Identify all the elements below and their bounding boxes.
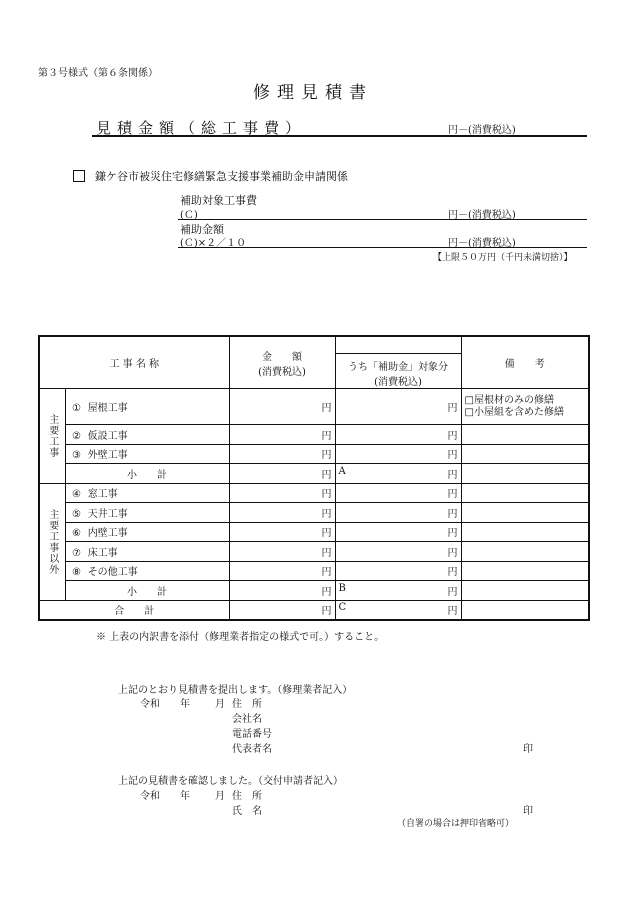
work-row-8-remarks[interactable] — [461, 561, 589, 581]
applicant-name-label: 氏 名 — [232, 806, 262, 817]
remarks-roof-options[interactable]: □屋根材のみの修繕 □小屋組を含めた修繕 — [461, 389, 589, 425]
applicant-era: 令和 — [140, 791, 160, 802]
contractor-address-label: 住 所 — [232, 699, 262, 710]
header-amount: 金 額 (消費税込) — [229, 336, 335, 389]
contractor-era: 令和 — [140, 699, 160, 710]
attachment-note: ※ 上表の内訳書を添付（修理業者指定の様式で可。）すること。 — [96, 632, 385, 643]
work-row-8-amount[interactable]: 円 — [229, 561, 335, 581]
work-row-2-subsidy[interactable]: 円 — [335, 425, 461, 445]
work-row-4-subsidy[interactable]: 円 — [335, 483, 461, 503]
work-row-6-name: ⑥ 内壁工事 — [65, 522, 229, 542]
header-remarks: 備 考 — [461, 336, 589, 389]
estimate-underline — [92, 135, 587, 137]
target-cost-underline — [178, 219, 587, 220]
subtotal-2-amount[interactable]: 円 — [229, 581, 335, 601]
work-row-5-subsidy[interactable]: 円 — [335, 503, 461, 523]
work-row-7-name: ⑦ 床工事 — [65, 542, 229, 562]
target-cost-code: (Ｃ) — [180, 210, 198, 221]
group-main-works-label: 主要工事 — [39, 389, 65, 484]
applicant-statement: 上記の見積書を確認しました。（交付申請者記入） — [118, 776, 343, 787]
work-row-3-remarks[interactable] — [461, 444, 589, 464]
work-row-5-name: ⑤ 天井工事 — [65, 503, 229, 523]
contractor-seal: 印 — [523, 744, 533, 755]
work-row-7-remarks[interactable] — [461, 542, 589, 562]
target-cost-unit: 円－(消費税込) — [448, 210, 516, 221]
subtotal-1-remarks[interactable] — [461, 464, 589, 484]
work-row-8-subsidy[interactable]: 円 — [335, 561, 461, 581]
work-row-2-name: ② 仮設工事 — [65, 425, 229, 445]
work-row-2-remarks[interactable] — [461, 425, 589, 445]
work-row-6-remarks[interactable] — [461, 522, 589, 542]
applicant-month: 月 — [215, 791, 225, 802]
subsidy-amount-unit: 円－(消費税込) — [448, 238, 516, 249]
total-remarks[interactable] — [461, 600, 589, 620]
applicant-seal: 印 — [523, 806, 533, 817]
group-other-works-label: 主要工事以外 — [39, 483, 65, 600]
work-row-3-name: ③ 外壁工事 — [65, 444, 229, 464]
subtotal-2-remarks[interactable] — [461, 581, 589, 601]
work-row-7-amount[interactable]: 円 — [229, 542, 335, 562]
subtotal-1-amount[interactable]: 円 — [229, 464, 335, 484]
contractor-phone-label: 電話番号 — [232, 729, 272, 740]
contractor-year: 年 — [180, 699, 190, 710]
work-row-4-name: ④ 窓工事 — [65, 483, 229, 503]
work-row-4-amount[interactable]: 円 — [229, 483, 335, 503]
applicant-address-label: 住 所 — [232, 791, 262, 802]
subtotal-1-label: 小 計 — [65, 464, 229, 484]
total-label: 合 計 — [39, 600, 229, 620]
subsidy-formula: (Ｃ)×２／１０ — [180, 238, 247, 249]
work-row-8-name: ⑧ その他工事 — [65, 561, 229, 581]
subtotal-1-subsidy[interactable]: A 円 — [335, 464, 461, 484]
work-row-7-subsidy[interactable]: 円 — [335, 542, 461, 562]
work-row-1-amount[interactable]: 円 — [229, 389, 335, 425]
applicant-year: 年 — [180, 791, 190, 802]
subtotal-2-subsidy[interactable]: B 円 — [335, 581, 461, 601]
work-row-6-amount[interactable]: 円 — [229, 522, 335, 542]
contractor-company-label: 会社名 — [232, 714, 262, 725]
total-amount[interactable]: 円 — [229, 600, 335, 620]
cap-note: 【上限５０万円（千円未満切捨）】 — [433, 253, 573, 263]
applicant-seal-note: （自署の場合は押印省略可） — [397, 819, 515, 829]
work-row-1-name: ① 屋根工事 — [65, 389, 229, 425]
work-row-5-amount[interactable]: 円 — [229, 503, 335, 523]
contractor-statement: 上記のとおり見積書を提出します。（修理業者記入） — [118, 685, 353, 696]
work-row-4-remarks[interactable] — [461, 483, 589, 503]
total-subsidy[interactable]: C 円 — [335, 600, 461, 620]
estimate-unit: 円－(消費税込) — [448, 125, 516, 136]
work-row-5-remarks[interactable] — [461, 503, 589, 523]
header-subsidy-portion: うち「補助金」対象分 (消費税込) — [335, 336, 461, 389]
page-title: 修理見積書 — [253, 83, 373, 103]
subtotal-2-label: 小 計 — [65, 581, 229, 601]
work-row-2-amount[interactable]: 円 — [229, 425, 335, 445]
contractor-representative-label: 代表者名 — [232, 744, 272, 755]
subsidy-amount-underline — [178, 247, 587, 248]
work-row-3-subsidy[interactable]: 円 — [335, 444, 461, 464]
header-work-name: 工 事 名 称 — [39, 336, 229, 389]
subsidy-checkbox[interactable] — [73, 170, 85, 182]
subsidy-amount-label: 補助金額 — [180, 223, 224, 236]
estimate-table — [38, 335, 590, 621]
form-number: 第３号様式（第６条関係） — [38, 68, 158, 79]
estimate-label: 見積金額（総工事費） — [96, 119, 307, 137]
contractor-month: 月 — [215, 699, 225, 710]
work-row-3-amount[interactable]: 円 — [229, 444, 335, 464]
subsidy-checkbox-label: 鎌ケ谷市被災住宅修繕緊急支援事業補助金申請関係 — [95, 170, 348, 183]
work-row-6-subsidy[interactable]: 円 — [335, 522, 461, 542]
target-cost-label: 補助対象工事費 — [180, 194, 257, 207]
work-row-1-subsidy[interactable]: 円 — [335, 389, 461, 425]
